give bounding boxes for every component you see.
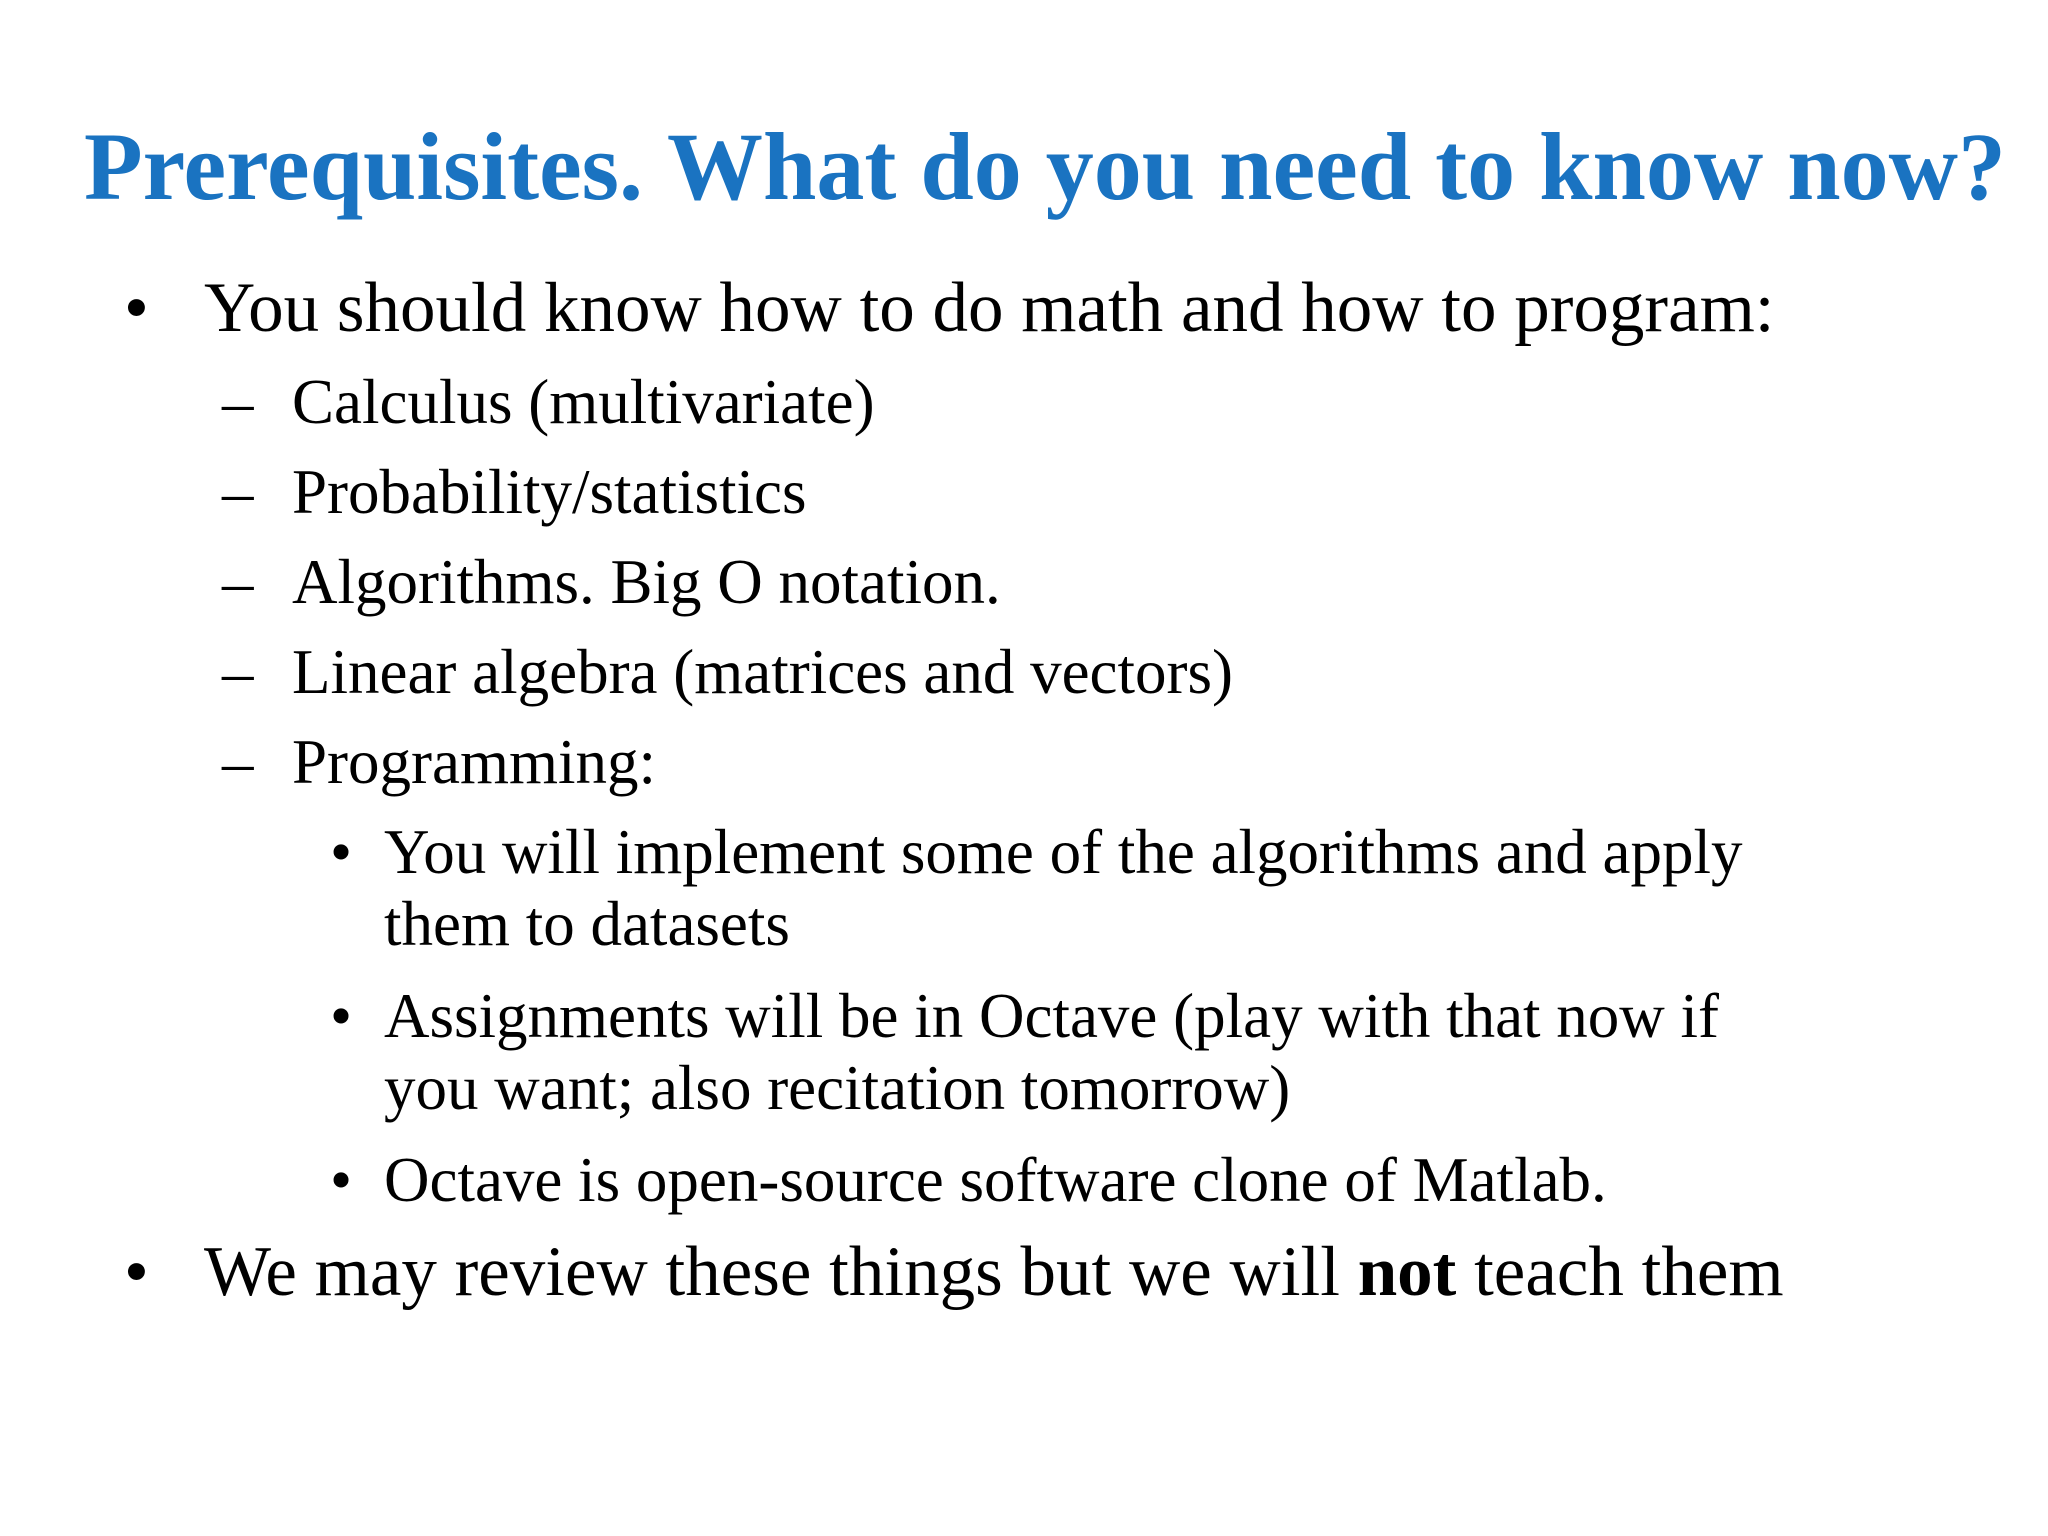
sub-bullet-text: Algorithms. Big O notation. (292, 547, 1001, 617)
programming-item-line: Octave is open-source software clone of Matlab. (384, 1145, 1607, 1215)
bullet-text: You should know how to do math and how to program: (204, 269, 1775, 347)
dash-marker: – (222, 637, 254, 707)
programming-item-line: you want; also recitation tomorrow) (384, 1053, 1291, 1123)
dash-marker: – (222, 367, 254, 437)
bullet-marker: • (124, 1233, 149, 1311)
bullet-item (0, 268, 2048, 348)
bullet-marker: • (330, 817, 353, 887)
sub-bullet-item (0, 366, 2048, 438)
sub-bullet-text: Programming: (292, 727, 656, 797)
programming-item-line: You will implement some of the algorithms and apply (384, 817, 1743, 887)
title-part-2: What do you need to know now? (667, 113, 2006, 220)
programming-item-line: them to datasets (384, 889, 790, 959)
bullet-marker: • (330, 1145, 353, 1215)
sub-bullet-item (0, 456, 2048, 528)
slide-title (84, 112, 2004, 222)
dash-marker: – (222, 457, 254, 527)
programming-item (0, 980, 1904, 1124)
bullet-list (0, 268, 2048, 1312)
bullet-text-before: We may review these things but we will (204, 1233, 1358, 1311)
sub-bullet-text: Linear algebra (matrices and vectors) (292, 637, 1234, 707)
title-part-1: Prerequisites. (84, 113, 644, 220)
programming-item (0, 816, 1904, 960)
bullet-text-bold: not (1357, 1233, 1457, 1311)
bullet-marker: • (124, 269, 149, 347)
programming-item (0, 1144, 1904, 1216)
sub-bullet-item (0, 726, 2048, 798)
programming-item-line: Assignments will be in Octave (play with that now if (384, 981, 1720, 1051)
sub-bullet-item (0, 546, 2048, 618)
dash-marker: – (222, 727, 254, 797)
sub-bullet-text: Probability/statistics (292, 457, 807, 527)
bullet-text-after: teach them (1456, 1233, 1784, 1311)
bullet-item (0, 1232, 2048, 1312)
sub-bullet-text: Calculus (multivariate) (292, 367, 875, 437)
bullet-marker: • (330, 981, 353, 1051)
dash-marker: – (222, 547, 254, 617)
sub-bullet-item (0, 636, 2048, 708)
